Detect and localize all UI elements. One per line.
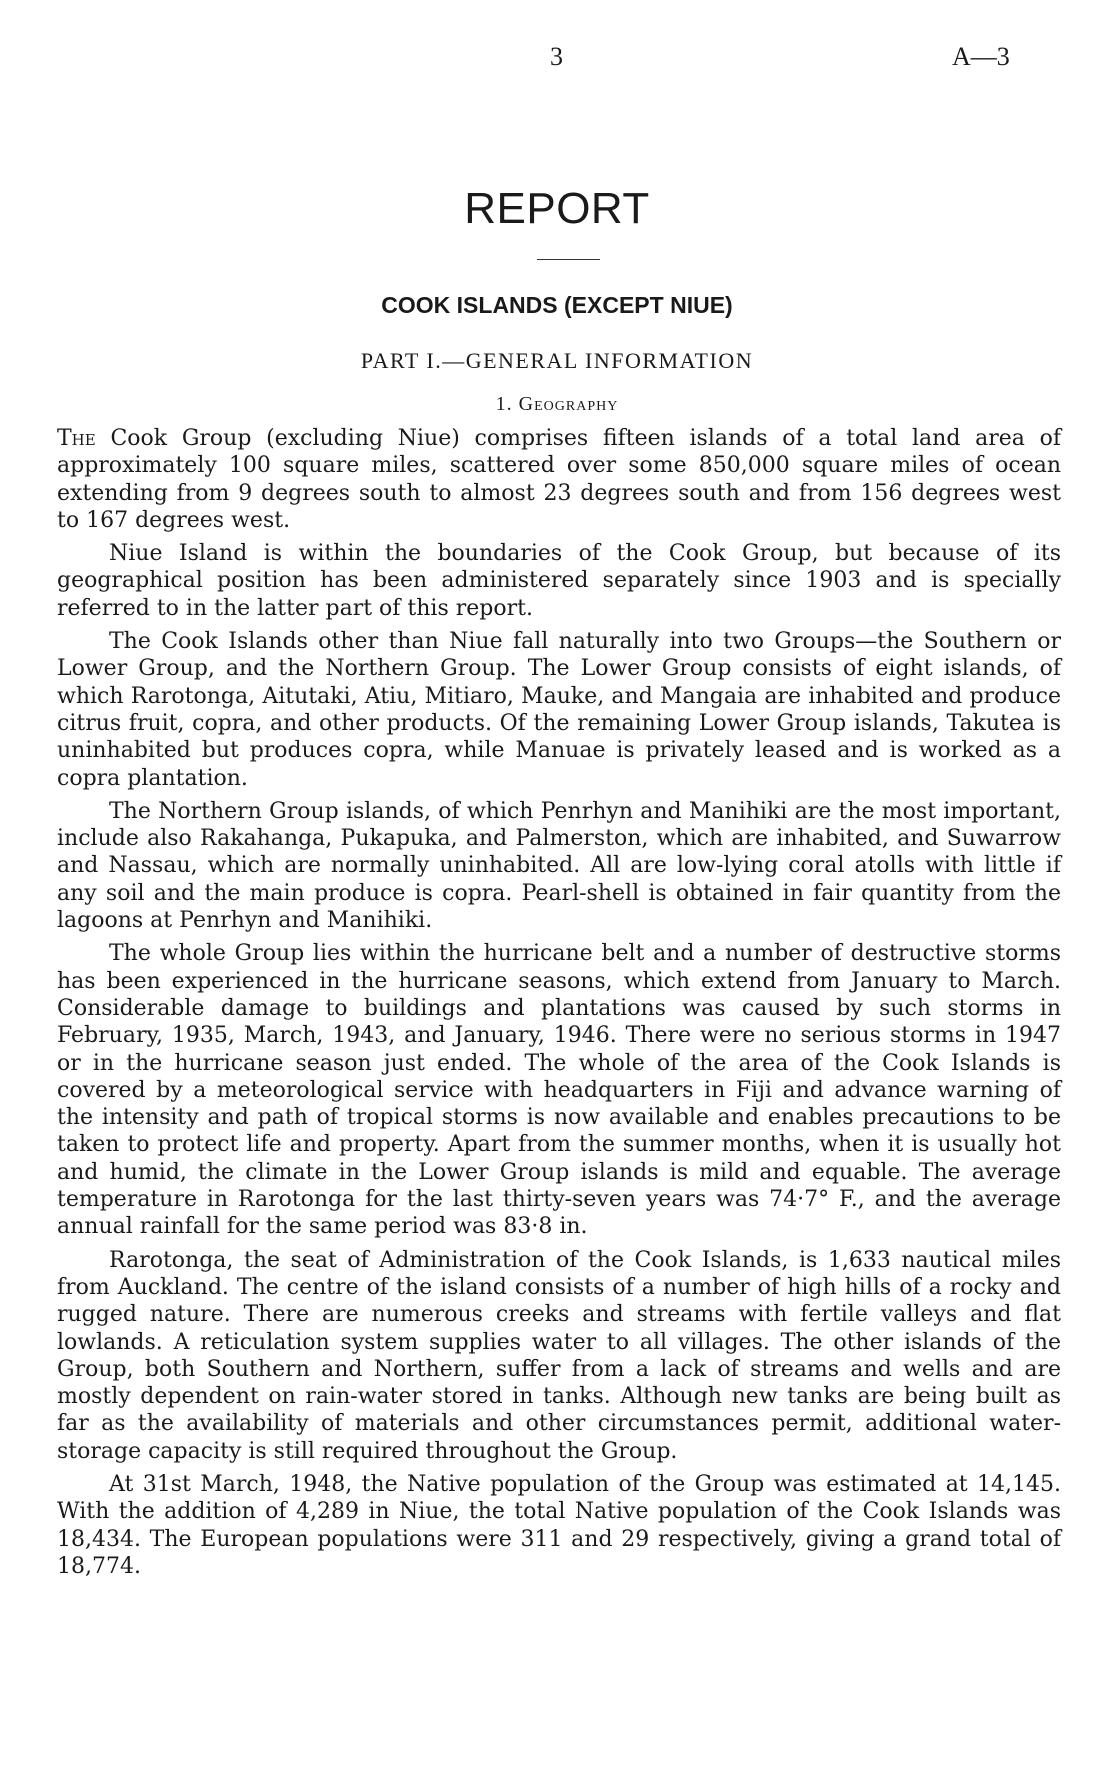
sub-heading-geography: 1. Geography	[495, 393, 619, 415]
paragraph-6: Rarotonga, the seat of Administration of the Cook Islands, is 1,633 nautical miles from Auckland. The centre of the island consists of a number of high hills of a rocky and rugged nature. There are numerous creeks and streams with fertile valleys and flat lowlands. A reticulation system supplies water to all villages. The other islands of the Group, both Southern and Northern, suffer from a lack of streams and wells and are mostly dependent on rain-water stored in tanks. Although new tanks are being built as far as the availability of materials and other circumstances permit, additional water-storage capacity is still required throughout the Group.	[57, 1247, 1061, 1464]
page-reference: A—3	[952, 42, 1010, 71]
paragraph-1	[57, 425, 1061, 534]
part-heading: PART I.—GENERAL INFORMATION	[360, 348, 754, 373]
paragraph-3: The Cook Islands other than Niue fall naturally into two Groups—the Southern or Lower Group, and the Northern Group. The Lower Group consists of eight islands, of which Rarotonga, Aitutaki, Atiu, Mitiaro, Mauke, and Mangaia are inhabited and produce citrus fruit, copra, and other products. Of the remaining Lower Group islands, Takutea is uninhabited but produces copra, while Manuae is privately leased and is worked as a copra plantation.	[57, 629, 1061, 791]
paragraph-2: Niue Island is within the boundaries of the Cook Group, but because of its geographical position has been administered separately since 1903 and is specially referred to in the latter part of this report.	[57, 541, 1061, 621]
paragraph-text: Cook Group (excluding Niue) comprises fifteen islands of a total land area of approximately 100 square miles, scattered over some 850,000 square miles of ocean extending from 9 degrees south to almost 23 degrees south and from 156 degrees west to 167 degrees west.	[57, 426, 1061, 533]
body-text	[57, 425, 1061, 1586]
paragraph-4: The Northern Group islands, of which Penrhyn and Manihiki are the most important, include also Rakahanga, Pukapuka, and Palmerston, which are inhabited, and Suwarrow and Nassau, which are normally uninhabited. All are low-lying coral atolls with little if any soil and the main produce is copra. Pearl-shell is obtained in fair quantity from the lagoons at Penrhyn and Manihiki.	[57, 798, 1061, 934]
title-divider	[537, 259, 600, 260]
paragraph-5: The whole Group lies within the hurricane belt and a number of destructive storms has been experienced in the hurricane seasons, which extend from January to March. Considerable damage to buildings and plantations was caused by such storms in February, 1935, March, 1943, and January, 1946. There were no serious storms in 1947 or in the hurricane season just ended. The whole of the area of the Cook Islands is covered by a meteorological service with headquarters in Fiji and advance warning of the intensity and path of tropical storms is now available and enables precautions to be taken to protect life and property. Apart from the summer months, when it is usually hot and humid, the climate in the Lower Group islands is mild and equable. The average temperature in Rarotonga for the last thirty-seven years was 74·7° F., and the average annual rainfall for the same period was 83·8 in.	[57, 941, 1061, 1240]
section-heading: COOK ISLANDS (EXCEPT NIUE)	[381, 292, 733, 318]
report-title: REPORT	[464, 184, 650, 233]
paragraph-lead-word: The	[57, 426, 96, 451]
page-number: 3	[550, 42, 563, 71]
paragraph-7: At 31st March, 1948, the Native population of the Group was estimated at 14,145. With the addition of 4,289 in Niue, the total Native population of the Cook Islands was 18,434. The European populations were 311 and 29 respectively, giving a grand total of 18,774.	[57, 1471, 1061, 1579]
